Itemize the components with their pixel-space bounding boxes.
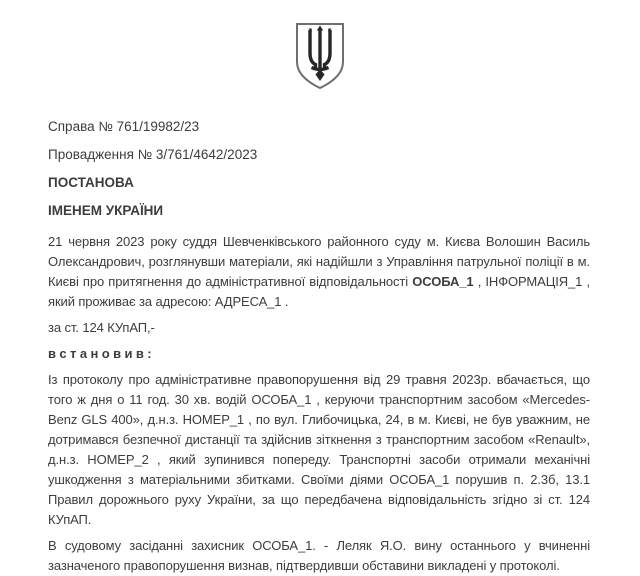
article-line: за ст. 124 КУпАП,- [48, 320, 155, 335]
facts-paragraph: Із протоколу про адміністративне правопорушення від 29 травня 2023р. вбачається, що того ж дня о 11 год. 30 хв. водій ОСОБА_1 , керуючи транспортним засобом «Mercedes-Benz GLS 400», д.н.з. НОМЕР_1 , по вул. Глибочицька, 24, в м. Києві, не був уважним, не дотримався безпечної дистанції та здійснив зіткнення з транспортним засобом «Renault», д.н.з. НОМЕР_2 , який зупинився попереду. Транспортні засоби отримали механічні ушкодження з матеріальними збитками. Своїми діями ОСОБА_1 порушив п. 2.3б, 13.1 Правил дорожнього руху України, за що передбачена відповідальність згідно зі ст. 124 КУпАП. [48, 372, 590, 527]
proceeding-number-line: Провадження № 3/761/4642/2023 [48, 147, 258, 162]
trident-shield-icon [294, 22, 346, 90]
ukraine-coat-of-arms-icon [0, 0, 640, 92]
intro-paragraph [48, 232, 590, 312]
document-subtitle: ІМЕНЕМ УКРАЇНИ [48, 203, 164, 218]
person-reference: ОСОБА_1 [412, 274, 474, 289]
intro-text-before: 21 червня 2023 року суддя Шевченківського районного суду м. Києва Волошин Василь Олександрович, розглянувши матеріали, які надійшли з Управління патрульної поліції в м. Києві про притягнення до адміністративної відповідальності [48, 234, 590, 289]
document-body [0, 92, 640, 576]
document-title: ПОСТАНОВА [48, 175, 134, 190]
hearing-paragraph: В судовому засіданні захисник ОСОБА_1. - Леляк Я.О. вину останнього у вчиненні зазначеного правопорушення визнав, підтвердивши обставини викладені у протоколі. [48, 538, 590, 573]
established-heading: в с т а н о в и в : [48, 346, 152, 361]
intro-text-after: , ІНФОРМАЦІЯ_1 , який проживає за адресою: АДРЕСА_1 . [48, 274, 590, 309]
case-number-line: Справа № 761/19982/23 [48, 119, 200, 134]
